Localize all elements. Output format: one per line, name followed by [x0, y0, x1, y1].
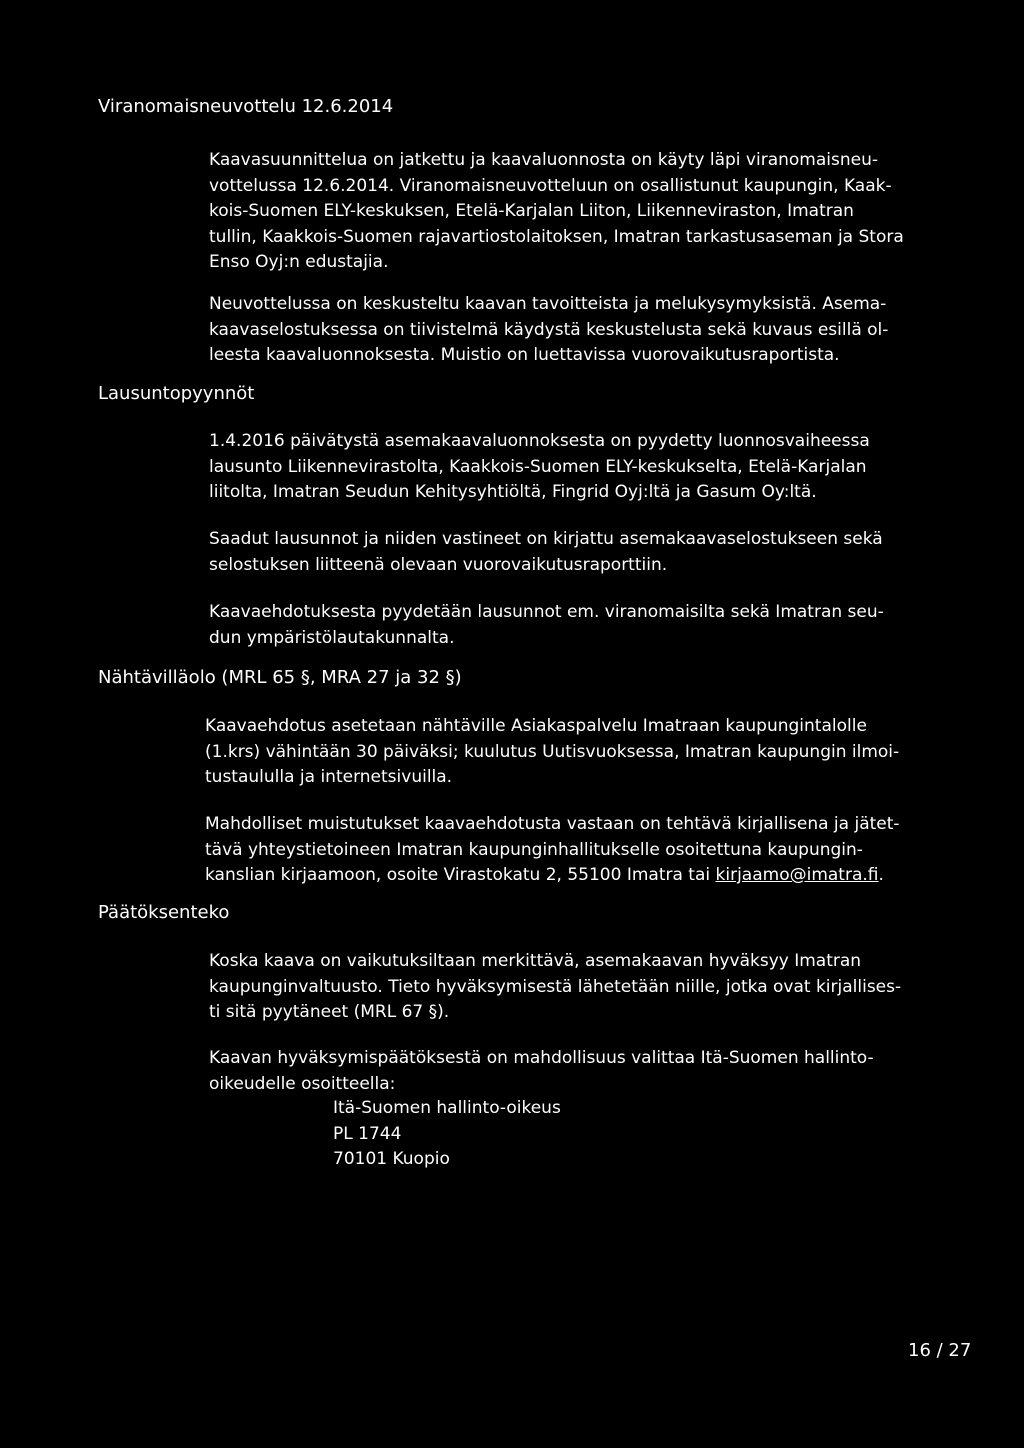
address-po-box: PL 1744 [333, 1123, 402, 1144]
paragraph-saadut-lausunnot [209, 527, 883, 578]
text-line: selostuksen liitteenä olevaan vuorovaikutusraporttiin. [209, 554, 668, 575]
text-line [205, 863, 900, 889]
text-line: tullin, Kaakkois-Suomen rajavartiostolaitoksen, Imatran tarkastusaseman ja Stora [209, 226, 904, 247]
text-line: leesta kaavaluonnoksesta. Muistio on luettavissa vuorovaikutusraportista. [209, 345, 840, 365]
text-line: Kaavan hyväksymispäätöksestä on mahdollisuus valittaa Itä-Suomen hallinto- [209, 1048, 874, 1068]
heading-nahtavillaolo: Nähtävilläolo (MRL 65 §, MRA 27 ja 32 §) [98, 667, 462, 688]
text-line: 1.4.2016 päivätystä asemakaavaluonnoksesta on pyydetty luonnosvaiheessa [209, 431, 870, 451]
text-line: Saadut lausunnot ja niiden vastineet on kirjattu asemakaavaselostukseen sekä [209, 529, 883, 549]
paragraph-lausuntopyynnot [209, 429, 870, 506]
text-line: Neuvottelussa on keskusteltu kaavan tavoitteista ja melukysymyksistä. Asema- [209, 294, 887, 314]
text-line: dun ympäristölautakunnalta. [209, 627, 455, 648]
text-line: Koska kaava on vaikutuksiltaan merkittävä, asemakaavan hyväksyy Imatran [209, 951, 862, 971]
paragraph-nahtavillaolo [205, 714, 899, 791]
text-line: kaavaselostuksessa on tiivistelmä käydystä keskustelusta sekä kuvaus esillä ol- [209, 319, 889, 340]
paragraph-valitus [209, 1046, 874, 1097]
text-line: tävä yhteystietoineen Imatran kaupunginhallitukselle osoitettuna kaupungin- [205, 839, 863, 860]
text-line: Kaavaehdotus asetetaan nähtäville Asiakaspalvelu Imatraan kaupungintalolle [205, 716, 867, 736]
period-text: . [878, 865, 884, 885]
address-name: Itä-Suomen hallinto-oikeus [333, 1098, 561, 1118]
page-number: 16 / 27 [908, 1340, 972, 1361]
paragraph-kaavaehdotus-lausunnot [209, 600, 884, 651]
paragraph-neuvottelu-keskustelu [209, 292, 888, 369]
text-line: Kaavasuunnittelua on jatkettu ja kaavaluonnosta on käyty läpi viranomaisneu- [209, 150, 878, 170]
text-line: Kaavaehdotuksesta pyydetään lausunnot em. viranomaisilta sekä Imatran seu- [209, 602, 884, 622]
text-line: Enso Oyj:n edustajia. [209, 252, 389, 272]
paragraph-viranomaisneuvottelu [209, 148, 904, 276]
text-line: liitolta, Imatran Seudun Kehitysyhtiöltä, Fingrid Oyj:ltä ja Gasum Oy:ltä. [209, 482, 817, 502]
address-block [333, 1096, 561, 1173]
text-line: ti sitä pyytäneet (MRL 67 §). [209, 1002, 450, 1022]
text-line: tustaululla ja internetsivuilla. [205, 767, 453, 787]
heading-paatoksenteko: Päätöksenteko [98, 902, 230, 923]
text-line: oikeudelle osoitteella: [209, 1073, 396, 1094]
email-link[interactable]: kirjaamo@imatra.fi [715, 865, 879, 885]
paragraph-muistutukset [205, 812, 900, 889]
text-line: kois-Suomen ELY-keskuksen, Etelä-Karjalan Liiton, Liikenneviraston, Imatran [209, 201, 854, 221]
text-line: Mahdolliset muistutukset kaavaehdotusta vastaan on tehtävä kirjallisena ja jätet- [205, 814, 900, 834]
heading-viranomaisneuvottelu: Viranomaisneuvottelu 12.6.2014 [98, 96, 394, 117]
address-city: 70101 Kuopio [333, 1149, 450, 1169]
heading-lausuntopyynnot: Lausuntopyynnöt [98, 383, 255, 404]
text-line: kaupunginvaltuusto. Tieto hyväksymisestä lähetetään niille, jotka ovat kirjallises- [209, 976, 902, 997]
text-line: lausunto Liikennevirastolta, Kaakkois-Suomen ELY-keskukselta, Etelä-Karjalan [209, 456, 867, 477]
text-line: (1.krs) vähintään 30 päiväksi; kuulutus Uutisvuoksessa, Imatran kaupungin ilmoi- [205, 741, 900, 762]
text-line: vottelussa 12.6.2014. Viranomaisneuvotteluun on osallistunut kaupungin, Kaak- [209, 175, 892, 196]
address-text: kanslian kirjaamoon, osoite Virastokatu 2, 55100 Imatra tai [205, 865, 716, 885]
paragraph-hyvaksyminen [209, 949, 901, 1026]
